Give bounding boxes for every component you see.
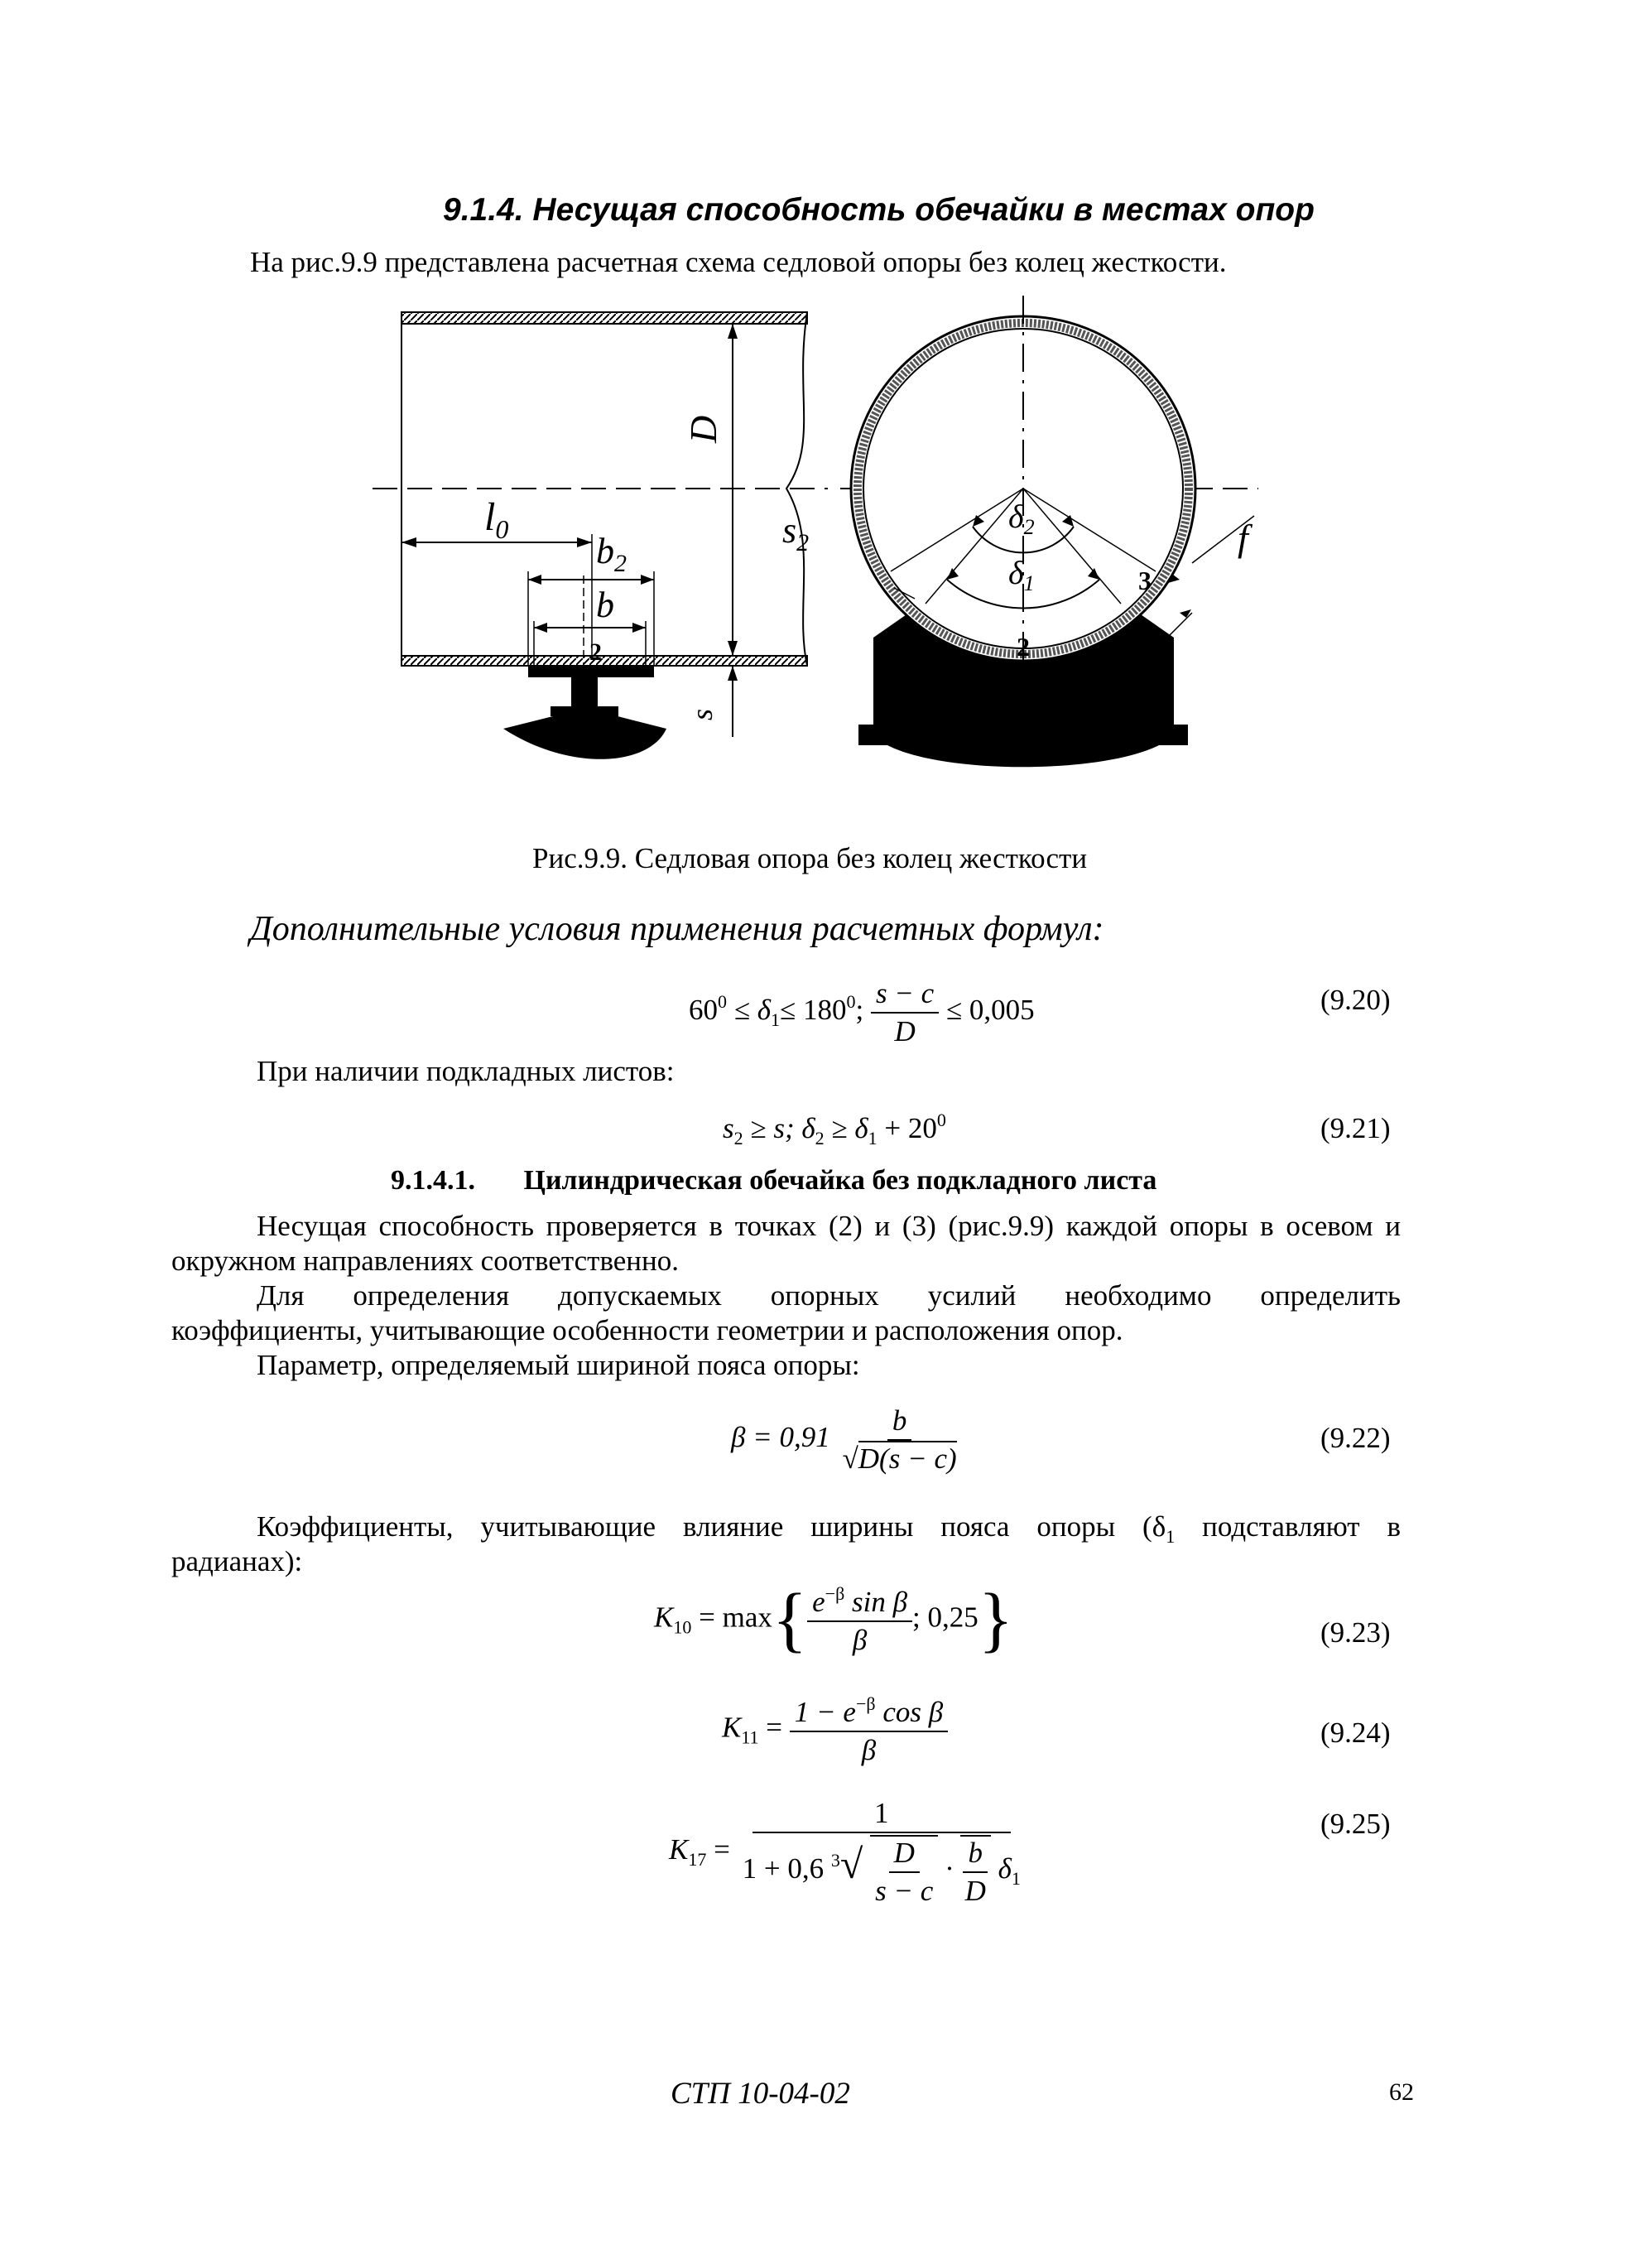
paragraph-4-line-1: Коэффициенты, учитывающие влияние ширины пояса опоры ($\delta_1$ подставляют в	[257, 1510, 1402, 1547]
label-D: D	[682, 415, 724, 443]
equation-number-9-22: (9.22)	[1320, 1422, 1391, 1454]
subsection-number: 9.1.4.1.	[391, 1165, 475, 1196]
cross-section-view	[840, 296, 1258, 767]
document-code: СТП 10-04-02	[671, 2077, 850, 2111]
label-point-2: 2	[1017, 632, 1030, 662]
label-delta2: $\delta_2$	[1008, 498, 1035, 539]
formula-9-23: $K_{10} = \max${ $\frac{e^{-\beta} \sin \beta}{\beta}$ ; 0,25}	[654, 1579, 1014, 1660]
saddle-support-figure	[364, 294, 1291, 799]
equation-number-9-25: (9.25)	[1320, 1808, 1391, 1840]
formula-9-21: $s_2 \ge s$; $\delta_2 \ge \delta_1 + 20^0$	[723, 1110, 946, 1148]
formula-9-25: $K_{17}$ = 1 1 + 0,6 $^3$√ $\frac{D}{s - c}$ · $\frac{b}{D}$ $\delta_1$	[669, 1797, 1021, 1907]
right-brace: }	[978, 1579, 1014, 1660]
section-title: 9.1.4. Несущая способность обечайки в местах опор	[443, 192, 1315, 228]
formula-9-22: β = 0,91 $\frac{b}{√D(s - c)}$	[731, 1404, 957, 1475]
page-number: 62	[1389, 2078, 1414, 2106]
paragraph-1-line-2: окружном направлениях соответственно.	[171, 1245, 680, 1277]
subsection-title: Цилиндрическая обечайка без подкладного листа	[523, 1165, 1157, 1196]
label-f: f	[1238, 517, 1248, 559]
paragraph-4-line-2: радианах):	[171, 1545, 303, 1577]
label-s2: $s_2$	[782, 510, 810, 556]
equation-number-9-21: (9.21)	[1320, 1112, 1391, 1144]
label-l0: $l_0$	[484, 495, 509, 544]
figure-caption: Рис.9.9. Седловая опора без колец жесткости	[532, 842, 1088, 874]
conditions-heading: Дополнительные условия применения расчетных формул:	[250, 910, 1104, 948]
subsection-heading	[391, 1165, 1156, 1197]
label-point-3: 3	[1138, 566, 1152, 595]
paragraph-2-line-1: Для определения допускаемых опорных усилий необходимо определить	[257, 1279, 1401, 1312]
plates-text: При наличии подкладных листов:	[257, 1055, 675, 1087]
equation-number-9-23: (9.23)	[1320, 1616, 1391, 1649]
intro-text: На рис.9.9 представлена расчетная схема седловой опоры без колец жесткости.	[250, 246, 1227, 278]
label-b2: $b_2$	[596, 531, 627, 577]
equation-number-9-20: (9.20)	[1320, 984, 1391, 1016]
paragraph-1-line-1: Несущая способность проверяется в точках (2) и (3) (рис.9.9) каждой опоры в осевом и	[257, 1210, 1401, 1242]
label-delta1: $\delta_1$	[1008, 554, 1035, 595]
formula-9-24: $K_{11}$ = $\frac{1 - e^{-\beta} \cos \beta}{\beta}$	[722, 1693, 948, 1767]
equation-number-9-24: (9.24)	[1320, 1717, 1391, 1749]
paragraph-3: Параметр, определяемый шириной пояса опоры:	[257, 1349, 860, 1381]
formula-9-20: $60^0 \le \delta_1\le 180^0$; $\frac{s - c}{D}$ ≤ 0,005	[689, 977, 1035, 1047]
label-s: s	[685, 708, 719, 720]
paragraph-2-line-2: коэффициенты, учитывающие особенности геометрии и расположения опор.	[171, 1314, 1123, 1346]
left-brace: {	[772, 1579, 808, 1660]
label-b: b	[596, 585, 614, 625]
label-point-2-left: 2	[589, 638, 602, 666]
